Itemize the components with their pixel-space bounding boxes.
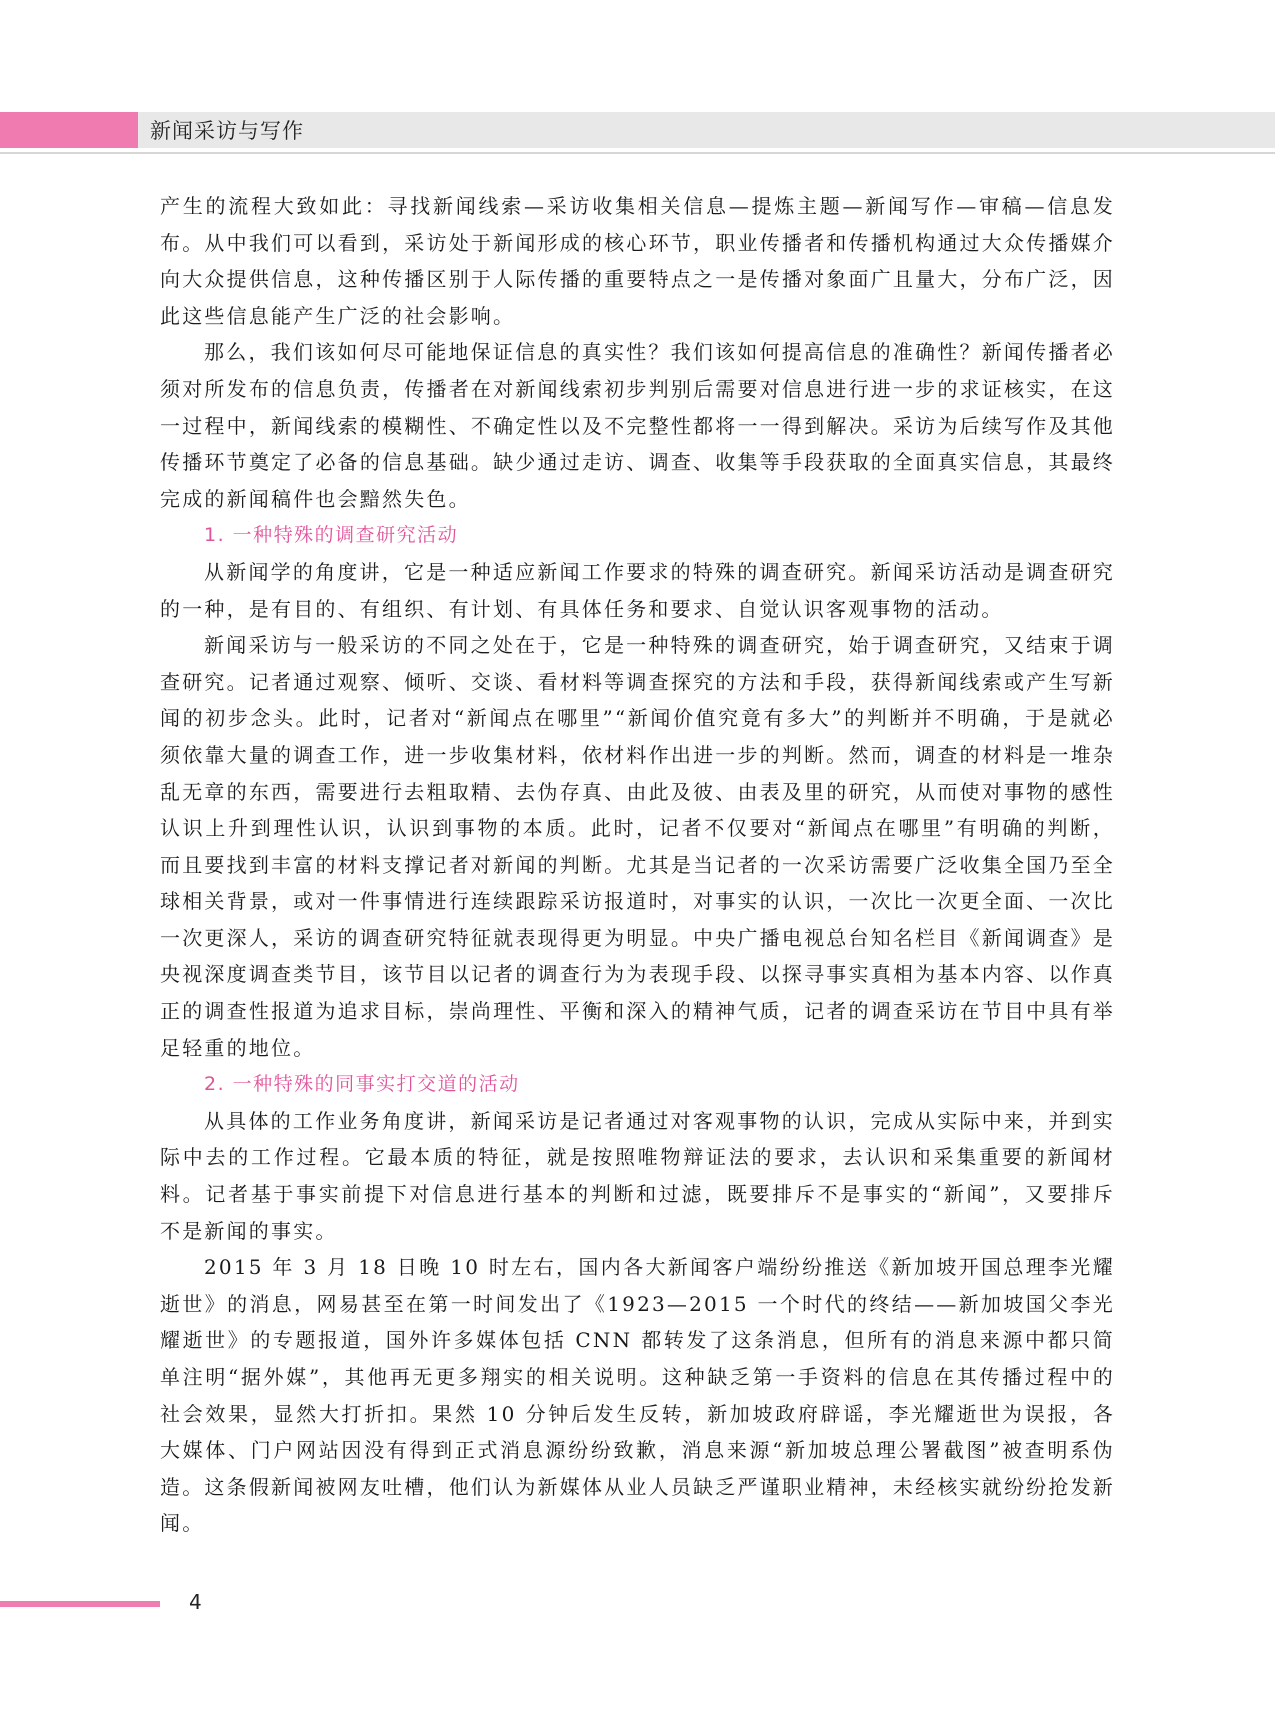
paragraph: 从新闻学的角度讲，它是一种适应新闻工作要求的特殊的调查研究。新闻采访活动是调查研究的一种，是有目的、有组织、有计划、有具体任务和要求、自觉认识客观事物的活动。 — [160, 559, 1115, 621]
section-heading-1: 1. 一种特殊的调查研究活动 — [204, 524, 459, 547]
section-heading-2: 2. 一种特殊的同事实打交道的活动 — [204, 1073, 520, 1096]
paragraph: 产生的流程大致如此：寻找新闻线索—采访收集相关信息—提炼主题—新闻写作—审稿—信息发布。从中我们可以看到，采访处于新闻形成的核心环节，职业传播者和传播机构通过大众传播媒介向大众提供信息，这种传播区别于人际传播的重要特点之一是传播对象面广且量大，分布广泛，因此这些信息能产生广泛的社会影响。 — [160, 194, 1115, 328]
page-body — [160, 188, 1115, 1542]
running-header-title: 新闻采访与写作 — [150, 119, 304, 143]
page-number: 4 — [189, 1590, 202, 1614]
paragraph: 新闻采访与一般采访的不同之处在于，它是一种特殊的调查研究，始于调查研究，又结束于调查研究。记者通过观察、倾听、交谈、看材料等调查探究的方法和手段，获得新闻线索或产生写新闻的初步念头。此时，记者对“新闻点在哪里”“新闻价值究竟有多大”的判断并不明确，于是就必须依靠大量的调查工作，进一步收集材料，依材料作出进一步的判断。然而，调查的材料是一堆杂乱无章的东西，需要进行去粗取精、去伪存真、由此及彼、由表及里的研究，从而使对事物的感性认识上升到理性认识，认识到事物的本质。此时，记者不仅要对“新闻点在哪里”有明确的判断，而且要找到丰富的材料支撑记者对新闻的判断。尤其是当记者的一次采访需要广泛收集全国乃至全球相关背景，或对一件事情进行连续跟踪采访报道时，对事实的认识，一次比一次更全面、一次比一次更深人，采访的调查研究特征就表现得更为明显。中央广播电视总台知名栏目《新闻调查》是央视深度调查类节目，该节目以记者的调查行为为表现手段、以探寻事实真相为基本内容、以作真正的调查性报道为追求目标，崇尚理性、平衡和深入的精神气质，记者的调查采访在节目中具有举足轻重的地位。 — [160, 633, 1115, 1060]
paragraph: 那么，我们该如何尽可能地保证信息的真实性？我们该如何提高信息的准确性？新闻传播者必须对所发布的信息负责，传播者在对新闻线索初步判别后需要对信息进行进一步的求证核实，在这一过程中，新闻线索的模糊性、不确定性以及不完整性都将一一得到解决。采访为后续写作及其他传播环节奠定了必备的信息基础。缺少通过走访、调查、收集等手段获取的全面真实信息，其最终完成的新闻稿件也会黯然失色。 — [160, 340, 1115, 511]
header-accent-bar — [0, 112, 138, 148]
footer-accent-bar — [0, 1601, 160, 1607]
header-divider — [0, 152, 1275, 154]
header-band — [138, 112, 1275, 148]
paragraph: 2015 年 3 月 18 日晚 10 时左右，国内各大新闻客户端纷纷推送《新加坡开国总理李光耀逝世》的消息，网易甚至在第一时间发出了《1923—2015 一个时代的终结——新加坡国父李光耀逝世》的专题报道，国外许多媒体包括 CNN 都转发了这条消息，但所有的消息来源中都只简单注明“据外媒”，其他再无更多翔实的相关说明。这种缺乏第一手资料的信息在其传播过程中的社会效果，显然大打折扣。果然 10 分钟后发生反转，新加坡政府辟谣，李光耀逝世为误报，各大媒体、门户网站因没有得到正式消息源纷纷致歉，消息来源“新加坡总理公署截图”被查明系伪造。这条假新闻被网友吐槽，他们认为新媒体从业人员缺乏严谨职业精神，未经核实就纷纷抢发新闻。 — [160, 1255, 1115, 1536]
paragraph: 从具体的工作业务角度讲，新闻采访是记者通过对客观事物的认识，完成从实际中来，并到实际中去的工作过程。它最本质的特征，就是按照唯物辩证法的要求，去认识和采集重要的新闻材料。记者基于事实前提下对信息进行基本的判断和过滤，既要排斥不是事实的“新闻”，又要排斥不是新闻的事实。 — [160, 1108, 1115, 1243]
